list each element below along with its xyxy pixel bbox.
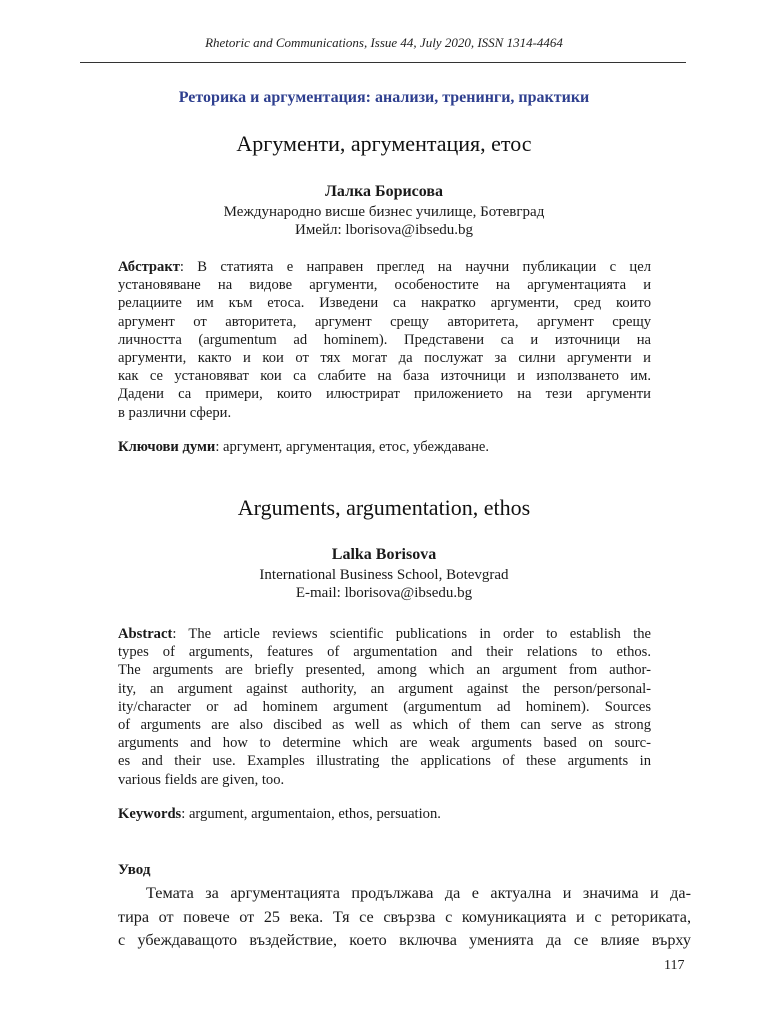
bg-abstract-line: как се установяват кои са слабите на база източници и използването им. (118, 368, 651, 385)
bg-abstract-line: Дадени са примери, които илюстрират приложението на тези аргументи (118, 386, 651, 403)
page-number: 117 (664, 958, 685, 973)
en-abstract-line: ity/character or ad hominem argument (argumentum ad hominem). Sources (118, 698, 651, 715)
bg-abstract-line: Абстракт: В статията е направен преглед на научни публикации с цел (118, 259, 651, 275)
en-title: Arguments, argumentation, ethos (237, 495, 531, 520)
intro-heading: Увод (118, 862, 151, 878)
bg-abstract (118, 258, 651, 422)
bg-abstract-line: установяване на видове аргументи, особеностите на аргументацията и (118, 277, 651, 294)
intro-line: Темата за аргументацията продължава да е актуална и значима и да- (146, 884, 691, 902)
en-abstract-line: Abstract: The article reviews scientific publications in order to establish the (118, 626, 651, 642)
en-abstract-label: Abstract (118, 626, 173, 642)
bg-title: Аргументи, аргументация, етос (236, 131, 532, 156)
en-abstract-line: The arguments are briefly presented, among which an argument from author- (118, 662, 651, 679)
en-abstract-line: of arguments are also discibed as well as which of them can serve as strong (118, 717, 651, 734)
en-email: E-mail: lborisova@ibsedu.bg (295, 585, 473, 601)
intro-line: тира от повече от 25 века. Тя се свързва с комуникацията и с реториката, (118, 907, 691, 926)
en-abstract-line: ity, an argument against authority, an argument against the person/personal- (118, 680, 651, 697)
en-abstract-line: es and their use. Examples illustrating the applications of these arguments in (118, 753, 651, 770)
intro-line: с убеждаващото въздействие, което включва уменията да се влияе върху (118, 931, 691, 949)
header-rule (80, 62, 686, 63)
en-abstract-line: types of arguments, features of argumentation and their relations to ethos. (118, 644, 651, 661)
bg-email: Имейл: lborisova@ibsedu.bg (295, 222, 473, 238)
en-keywords-label: Keywords (118, 806, 182, 822)
bg-keywords-text: : аргумент, аргументация, етос, убеждаване. (215, 439, 490, 455)
en-abstract-line: various fields are given, too. (118, 771, 285, 788)
bg-keywords-label: Ключови думи (118, 439, 216, 455)
running-header: Rhetoric and Communications, Issue 44, July 2020, ISSN 1314-4464 (205, 35, 563, 50)
en-author: Lalka Borisova (331, 546, 437, 563)
en-abstract (118, 625, 651, 789)
section-title: Реторика и аргументация: анализи, тренинги, практики (178, 89, 590, 106)
en-affiliation: International Business School, Botevgrad (259, 567, 509, 583)
bg-abstract-line: в различни сфери. (118, 404, 232, 421)
bg-abstract-line: личността (argumentum ad hominem). Представени са и източници на (118, 331, 651, 348)
bg-keywords (118, 438, 651, 456)
en-keywords (118, 805, 651, 823)
bg-abstract-line: аргументи, както и кои от тях могат да послужат за силни аргументи и (118, 350, 651, 367)
bg-abstract-line: аргумент от авторитета, аргумент срещу авторитета, аргумент срещу (118, 313, 651, 330)
intro-body (118, 882, 691, 953)
en-abstract-line: arguments and how to determine which are weak arguments based on sourc- (118, 735, 651, 752)
bg-affiliation: Международно висше бизнес училище, Ботевград (223, 204, 545, 220)
bg-abstract-line: релациите им към етоса. Изведени са накратко аргументи, сред които (118, 295, 651, 312)
bg-abstract-label: Абстракт (118, 259, 180, 275)
bg-author: Лалка Борисова (324, 183, 444, 200)
en-keywords-text: : argument, argumentaion, ethos, persuation. (181, 806, 441, 822)
